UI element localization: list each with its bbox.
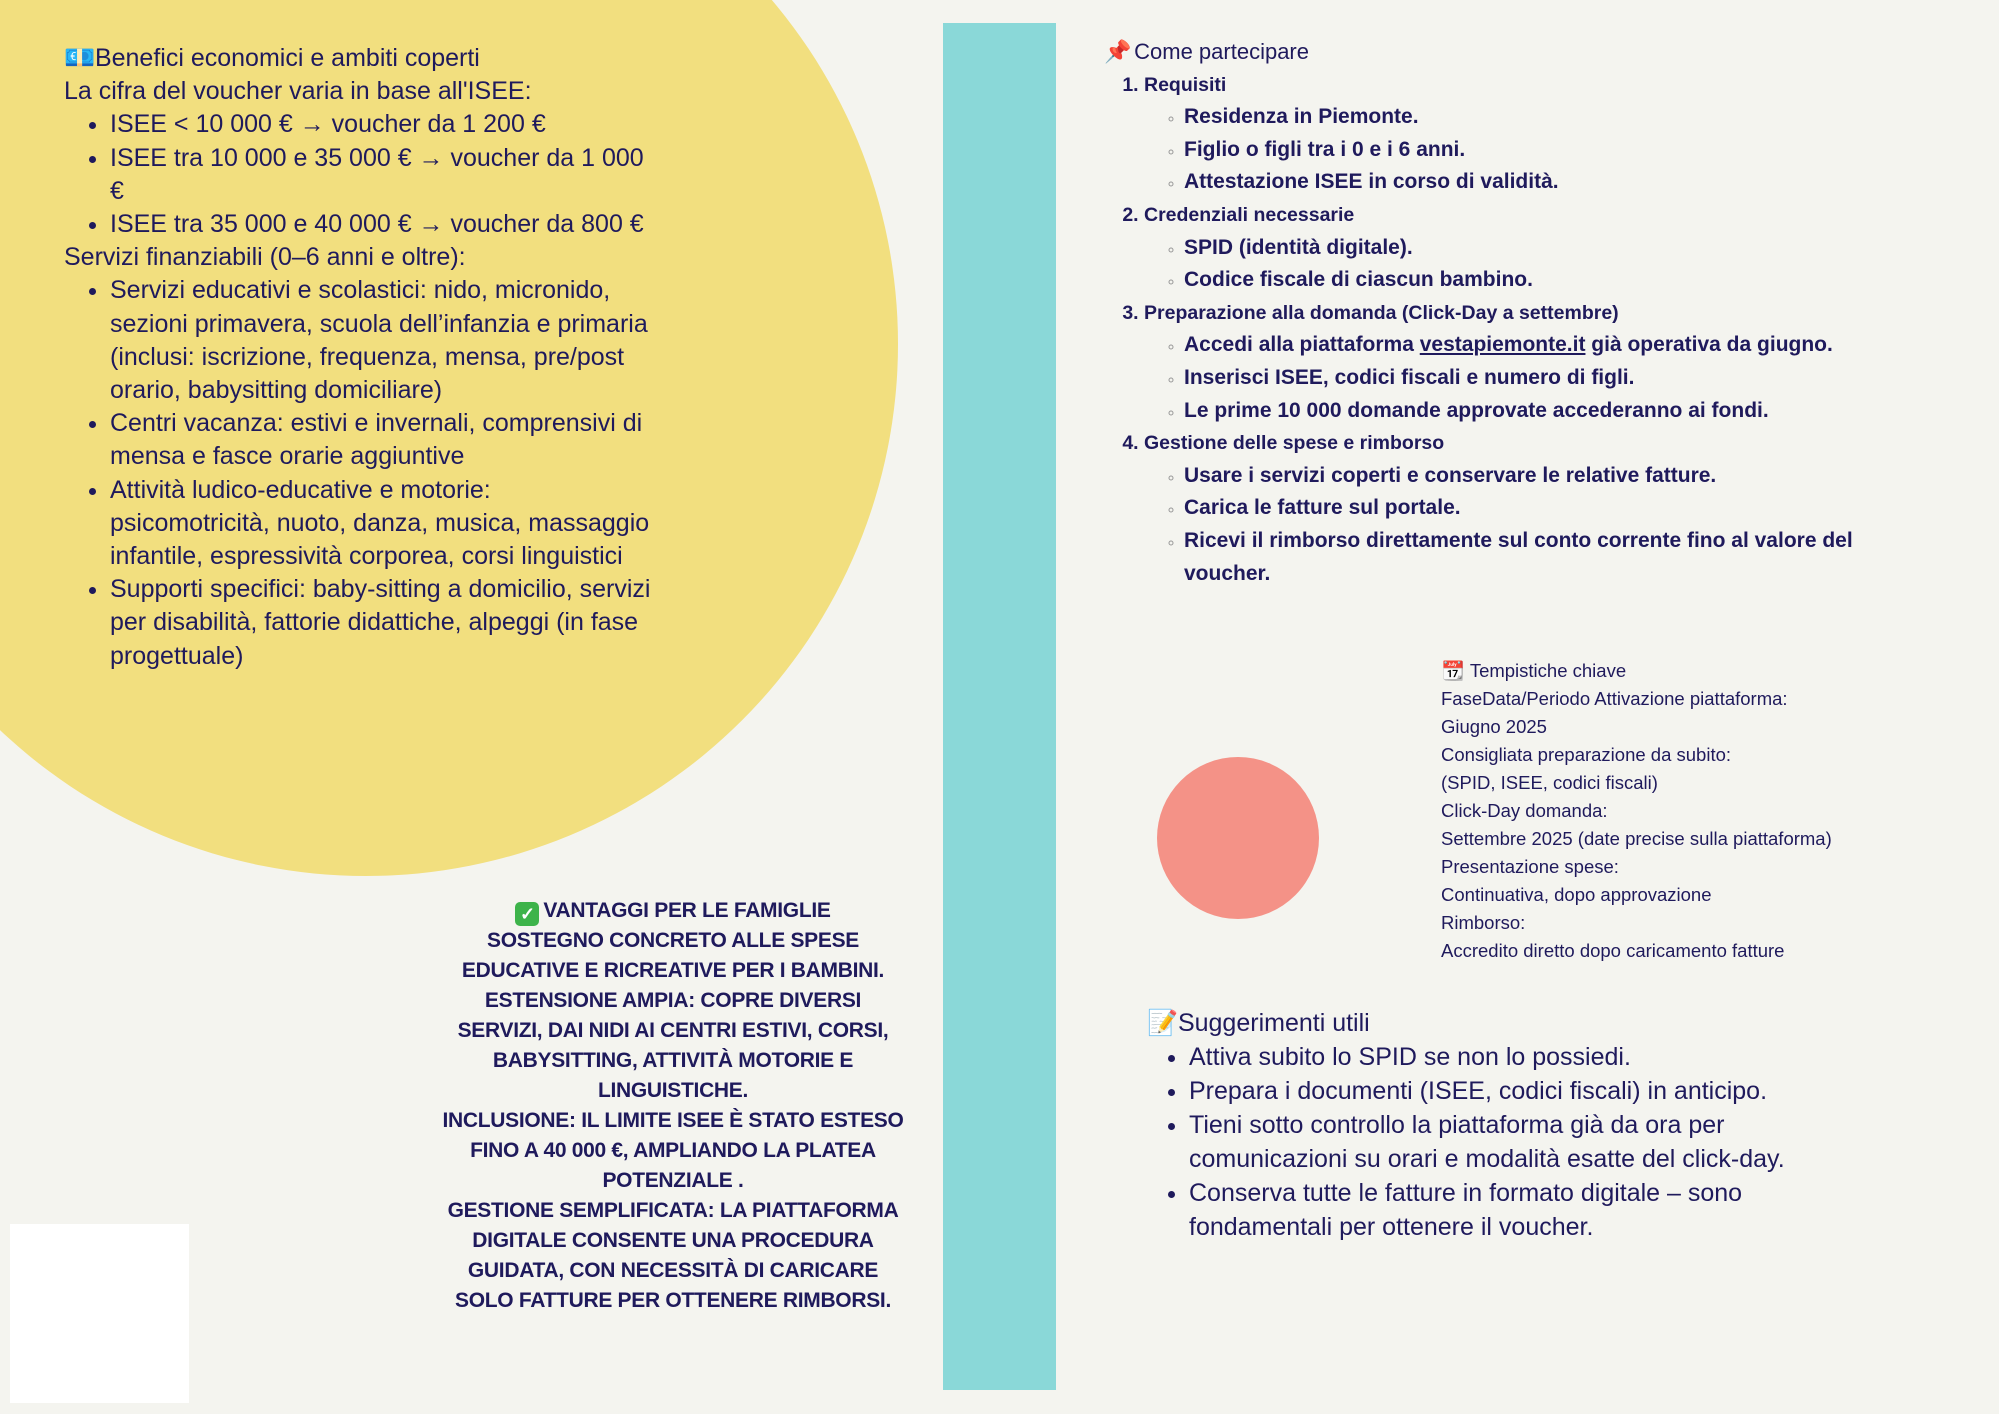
- suggerimenti-section: [1147, 1006, 1847, 1244]
- list-item: • Supporti specifici: baby-sitting a domicilio, servizi per disabilità, fattorie didattiche, alpeggi (in fase progettuale): [110, 573, 654, 673]
- benefici-title: 💶 Benefici economici e ambiti coperti: [64, 42, 654, 75]
- tempistiche-title: 📆 Tempistiche chiave: [1441, 657, 1961, 685]
- teal-bar-decoration: [943, 23, 1056, 1390]
- timeline-line: Consigliata preparazione da subito:: [1441, 744, 1732, 765]
- timeline-line: Settembre 2025 (date precise sulla piattaforma): [1441, 828, 1832, 849]
- salmon-circle-decoration: [1157, 757, 1319, 919]
- step-gestione: 4. Gestione delle spese e rimborso ◦ Usare i servizi coperti e conservare le relative fatture. ◦ Carica le fatture sul portale. ◦ Ricevi il rimborso direttamente sul conto corrente fino al valore del voucher.: [1144, 427, 1944, 590]
- list-item: ◦ Attestazione ISEE in corso di validità.: [1184, 166, 1944, 199]
- list-item: • Centri vacanza: estivi e invernali, comprensivi di mensa e fasce orarie aggiuntive: [110, 407, 654, 473]
- partecipare-section: [1104, 36, 1944, 590]
- vantaggi-item: INCLUSIONE: IL LIMITE ISEE È STATO ESTESO FINO A 40 000 €, AMPLIANDO LA PLATEA POTENZIALE .: [442, 1109, 904, 1192]
- list-item: ◦ Codice fiscale di ciascun bambino.: [1184, 264, 1944, 297]
- timeline-line: Accredito diretto dopo caricamento fatture: [1441, 940, 1785, 961]
- list-item: ◦ Accedi alla piattaforma vestapiemonte.it già operativa da giugno.: [1184, 329, 1944, 362]
- vestapiemonte-link[interactable]: vestapiemonte.it: [1419, 333, 1586, 357]
- isee-list: [64, 108, 654, 241]
- timeline-line: (SPID, ISEE, codici fiscali): [1441, 772, 1658, 793]
- suggerimenti-title: 📝 Suggerimenti utili: [1147, 1006, 1847, 1040]
- white-patch-decoration: [10, 1224, 189, 1403]
- partecipare-title: 📌 Come partecipare: [1104, 36, 1944, 69]
- list-item: ◦ Carica le fatture sul portale.: [1184, 492, 1944, 525]
- list-item: ◦ SPID (identità digitale).: [1184, 232, 1944, 265]
- memo-icon: 📝: [1147, 1009, 1179, 1037]
- list-item: • Attività ludico-educative e motorie: psicomotricità, nuoto, danza, musica, massaggio infantile, espressività corporea, corsi linguistici: [110, 474, 654, 574]
- step-preparazione: 3. Preparazione alla domanda (Click-Day a settembre) ◦ Accedi alla piattaforma vestapiemonte.it già operativa da giugno. ◦ Inserisci ISEE, codici fiscali e numero di figli. ◦ Le prime 10 000 domande approvate accederanno ai fondi.: [1144, 297, 1944, 427]
- servizi-intro: Servizi finanziabili (0–6 anni e oltre):: [64, 243, 466, 272]
- list-item: ◦ Inserisci ISEE, codici fiscali e numero di figli.: [1184, 362, 1944, 395]
- vantaggi-item: ESTENSIONE AMPIA: COPRE DIVERSI SERVIZI, DAI NIDI AI CENTRI ESTIVI, CORSI, BABYSITTING, ATTIVITÀ MOTORIE E LINGUISTICHE.: [457, 989, 889, 1102]
- list-item: • Prepara i documenti (ISEE, codici fiscali) in anticipo.: [1189, 1074, 1847, 1108]
- check-icon: ✓: [515, 902, 539, 926]
- list-item: • ISEE < 10 000 € → voucher da 1 200 €: [110, 108, 654, 141]
- timeline-line: FaseData/Periodo Attivazione piattaforma:: [1441, 688, 1788, 709]
- timeline-line: Rimborso:: [1441, 912, 1526, 933]
- calendar-icon: 📆: [1441, 660, 1465, 681]
- vantaggi-item: GESTIONE SEMPLIFICATA: LA PIATTAFORMA DIGITALE CONSENTE UNA PROCEDURA GUIDATA, CON NECESSITÀ DI CARICARE SOLO FATTURE PER OTTENERE RIMBORSI.: [447, 1199, 899, 1312]
- list-item: ◦ Ricevi il rimborso direttamente sul conto corrente fino al valore del voucher.: [1184, 525, 1944, 590]
- timeline-line: Presentazione spese:: [1441, 856, 1619, 877]
- servizi-list: [64, 274, 654, 672]
- list-item: • Servizi educativi e scolastici: nido, micronido, sezioni primavera, scuola dell’infanzia e primaria (inclusi: iscrizione, frequenza, mensa, pre/post orario, babysitting domiciliare): [110, 274, 654, 407]
- benefici-intro: La cifra del voucher varia in base all'ISEE:: [64, 77, 532, 106]
- benefici-section: [64, 42, 654, 673]
- timeline-line: Continuativa, dopo approvazione: [1441, 884, 1712, 905]
- pushpin-icon: 📌: [1104, 39, 1132, 64]
- list-item: ◦ Residenza in Piemonte.: [1184, 101, 1944, 134]
- list-item: ◦ Figlio o figli tra i 0 e i 6 anni.: [1184, 134, 1944, 167]
- vantaggi-section: [440, 896, 906, 1316]
- list-item: ◦ Usare i servizi coperti e conservare le relative fatture.: [1184, 460, 1944, 493]
- list-item: • Attiva subito lo SPID se non lo possiedi.: [1189, 1040, 1847, 1074]
- steps-list: [1104, 69, 1944, 591]
- list-item: • Tieni sotto controllo la piattaforma già da ora per comunicazioni su orari e modalità esatte del click-day.: [1189, 1108, 1847, 1176]
- list-item: • ISEE tra 35 000 e 40 000 € → voucher da 800 €: [110, 208, 654, 241]
- step-credenziali: 2. Credenziali necessarie ◦ SPID (identità digitale). ◦ Codice fiscale di ciascun bambino.: [1144, 199, 1944, 297]
- vantaggi-title: ✓ VANTAGGI PER LE FAMIGLIE: [440, 896, 906, 926]
- list-item: ◦ Le prime 10 000 domande approvate accederanno ai fondi.: [1184, 395, 1944, 428]
- tempistiche-section: [1441, 657, 1961, 965]
- step-requisiti: 1. Requisiti ◦ Residenza in Piemonte. ◦ Figlio o figli tra i 0 e i 6 anni. ◦ Attestazione ISEE in corso di validità.: [1144, 69, 1944, 199]
- list-item: • Conserva tutte le fatture in formato digitale – sono fondamentali per ottenere il voucher.: [1189, 1176, 1847, 1244]
- suggerimenti-list: [1147, 1040, 1847, 1244]
- money-icon: 💶: [64, 44, 96, 72]
- timeline-line: Giugno 2025: [1441, 716, 1547, 737]
- vantaggi-item: SOSTEGNO CONCRETO ALLE SPESE EDUCATIVE E RICREATIVE PER I BAMBINI.: [461, 929, 885, 982]
- timeline-line: Click-Day domanda:: [1441, 800, 1608, 821]
- list-item: • ISEE tra 10 000 e 35 000 € → voucher da 1 000 €: [110, 142, 654, 208]
